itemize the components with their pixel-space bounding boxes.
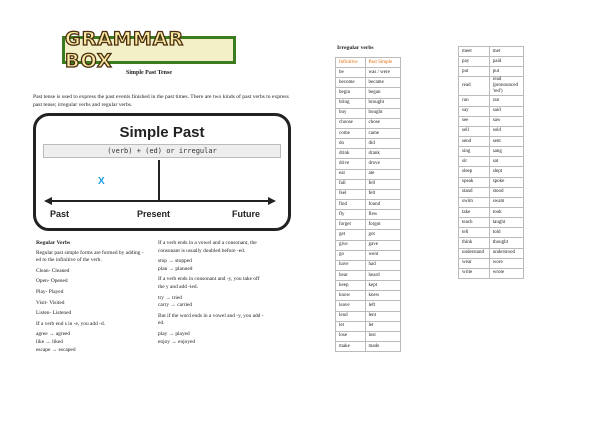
infinitive-cell: stand	[459, 187, 490, 197]
pair-item: Clean- Cleaned	[36, 267, 70, 274]
label-past: Past	[50, 209, 70, 219]
infinitive-cell: do	[336, 139, 366, 149]
past-simple-cell: left	[365, 301, 400, 311]
diagram-title: Simple Past	[119, 124, 205, 141]
table-row	[336, 250, 401, 260]
past-simple-cell: began	[365, 88, 400, 98]
example-item: play → played	[158, 330, 190, 337]
infinitive-cell: buy	[336, 108, 366, 118]
past-simple-cell: ate	[365, 169, 400, 179]
past-simple-cell: fell	[365, 179, 400, 189]
infinitive-cell: understand	[459, 248, 490, 258]
irregular-verbs-heading: Irregular verbs	[337, 45, 374, 51]
table-row	[336, 139, 401, 149]
infinitive-cell: speak	[459, 177, 490, 187]
table-row	[459, 147, 524, 157]
infinitive-cell: lose	[336, 331, 366, 341]
table-row	[336, 281, 401, 291]
infinitive-cell: sing	[459, 147, 490, 157]
table-row	[336, 331, 401, 341]
past-simple-cell: had	[365, 260, 400, 270]
table-row	[459, 238, 524, 248]
past-event-marker: X	[98, 176, 105, 187]
table-row	[336, 88, 401, 98]
infinitive-cell: give	[336, 240, 366, 250]
page-title: Simple Past Tense	[125, 70, 172, 76]
regular-verbs-heading: Regular Verbs	[36, 240, 71, 246]
infinitive-cell: choose	[336, 118, 366, 128]
past-simple-cell: gave	[365, 240, 400, 250]
past-simple-cell: got	[365, 230, 400, 240]
infinitive-cell: go	[336, 250, 366, 260]
infinitive-cell: wear	[459, 258, 490, 268]
table-row	[336, 270, 401, 280]
example-item: try → tried	[158, 294, 182, 301]
past-simple-cell: chose	[365, 118, 400, 128]
table-row	[336, 260, 401, 270]
table-row	[336, 220, 401, 230]
table-row	[336, 240, 401, 250]
past-simple-cell: saw	[489, 116, 523, 126]
infinitive-cell: be	[336, 68, 366, 78]
table-row	[459, 218, 524, 228]
infinitive-cell: begin	[336, 88, 366, 98]
past-simple-cell: went	[365, 250, 400, 260]
rule-e: If a verb end s in -e, you add -d.	[36, 320, 106, 327]
table-row	[459, 248, 524, 258]
table-row	[459, 197, 524, 207]
infinitive-cell: sit	[459, 157, 490, 167]
past-simple-cell: found	[365, 199, 400, 209]
table-row	[336, 159, 401, 169]
past-simple-cell: ran	[489, 96, 523, 106]
past-simple-cell: did	[365, 139, 400, 149]
past-simple-cell: wrote	[489, 268, 523, 278]
infinitive-cell: think	[459, 238, 490, 248]
table-row	[336, 210, 401, 220]
rule-text: But if the word ends in a vowel and -y, you add -ed.	[158, 312, 264, 327]
pair-item: Listen- Listened	[36, 310, 72, 317]
past-simple-cell: took	[489, 207, 523, 217]
past-simple-cell: understood	[489, 248, 523, 258]
infinitive-cell: sleep	[459, 167, 490, 177]
infinitive-cell: sell	[459, 126, 490, 136]
table-row	[459, 258, 524, 268]
table-row	[336, 118, 401, 128]
infinitive-cell: drink	[336, 149, 366, 159]
table-row	[336, 189, 401, 199]
table-row	[336, 179, 401, 189]
table-row	[336, 108, 401, 118]
past-simple-cell: sang	[489, 147, 523, 157]
past-simple-cell: sent	[489, 136, 523, 146]
table-row	[336, 301, 401, 311]
pair-item: Open- Opened	[36, 278, 68, 285]
past-simple-cell: bought	[365, 108, 400, 118]
past-simple-cell: slept	[489, 167, 523, 177]
past-simple-cell: drove	[365, 159, 400, 169]
infinitive-cell: come	[336, 128, 366, 138]
past-simple-cell: brought	[365, 98, 400, 108]
past-simple-cell: told	[489, 228, 523, 238]
infinitive-cell: forget	[336, 220, 366, 230]
infinitive-cell: tell	[459, 228, 490, 238]
table-row	[336, 68, 401, 78]
past-simple-cell: stood	[489, 187, 523, 197]
table-row	[459, 177, 524, 187]
infinitive-cell: run	[459, 96, 490, 106]
infinitive-cell: write	[459, 268, 490, 278]
past-simple-cell: lost	[365, 331, 400, 341]
diagram-formula: (verb) + (ed) or irregular	[43, 144, 281, 158]
past-simple-cell: taught	[489, 218, 523, 228]
rule-text: If a verb ends in consonant and -y, you take off the y and add -ied.	[158, 276, 260, 290]
infinitive-cell: read	[459, 77, 490, 96]
infinitive-cell: put	[459, 67, 490, 77]
table-row	[459, 136, 524, 146]
label-present: Present	[137, 209, 171, 219]
example-item: plan → planned	[158, 265, 193, 272]
past-simple-cell: met	[489, 47, 523, 57]
table-row	[459, 96, 524, 106]
table-row	[459, 268, 524, 278]
table-row	[459, 47, 524, 57]
past-simple-cell: lent	[365, 311, 400, 321]
infinitive-cell: know	[336, 291, 366, 301]
irregular-verbs-table-2	[458, 46, 524, 279]
infinitive-cell: become	[336, 78, 366, 88]
infinitive-cell: take	[459, 207, 490, 217]
table-row	[336, 321, 401, 331]
infinitive-cell: swim	[459, 197, 490, 207]
example-item: stop → stopped	[158, 258, 192, 265]
past-simple-cell: sold	[489, 126, 523, 136]
infinitive-cell: pay	[459, 57, 490, 67]
past-simple-cell: put	[489, 67, 523, 77]
pair-item: Play- Played	[36, 288, 64, 295]
infinitive-cell: say	[459, 106, 490, 116]
table-row	[459, 157, 524, 167]
table-row	[459, 106, 524, 116]
table-row	[459, 126, 524, 136]
infinitive-cell: send	[459, 136, 490, 146]
infinitive-cell: see	[459, 116, 490, 126]
table-row	[459, 116, 524, 126]
example-item: enjoy → enjoyed	[158, 338, 196, 345]
table-row	[336, 311, 401, 321]
infinitive-cell: have	[336, 260, 366, 270]
example-item: escape → escaped	[36, 346, 76, 353]
regular-verbs-section	[36, 240, 146, 354]
past-simple-cell: sat	[489, 157, 523, 167]
past-simple-cell: knew	[365, 291, 400, 301]
table-row	[336, 128, 401, 138]
table-row	[459, 57, 524, 67]
past-simple-cell: let	[365, 321, 400, 331]
example-item: like → liked	[36, 338, 63, 345]
infinitive-cell: get	[336, 230, 366, 240]
infinitive-cell: hear	[336, 270, 366, 280]
table-row	[459, 167, 524, 177]
table-row	[459, 207, 524, 217]
arrow-left-icon	[44, 197, 52, 205]
label-future: Future	[232, 209, 260, 219]
table-row	[336, 291, 401, 301]
infinitive-cell: lend	[336, 311, 366, 321]
past-simple-cell: came	[365, 128, 400, 138]
past-simple-cell: was / were	[365, 68, 400, 78]
infinitive-cell: feel	[336, 189, 366, 199]
regular-intro: Regular past simple forms are formed by adding -ed to the infinitive of the verb.	[36, 249, 144, 264]
table-row	[336, 230, 401, 240]
past-simple-cell: became	[365, 78, 400, 88]
past-simple-cell: heard	[365, 270, 400, 280]
intro-text: Past tense is used to express the past events finished in the past times. There are two kinds of past verbs to express past tense; irregular verbs and regular verbs.	[33, 94, 289, 108]
table-row	[336, 341, 401, 351]
table-row	[336, 199, 401, 209]
past-simple-cell: thought	[489, 238, 523, 248]
header-past-simple: Past Simple	[365, 58, 400, 68]
past-simple-cell: wore	[489, 258, 523, 268]
table-row	[336, 78, 401, 88]
table-row	[459, 187, 524, 197]
past-simple-cell: flew	[365, 210, 400, 220]
past-simple-cell: felt	[365, 189, 400, 199]
grammar-box-logo	[62, 28, 236, 72]
infinitive-cell: leave	[336, 301, 366, 311]
irregular-verbs-table-1	[335, 57, 401, 352]
arrow-right-icon	[268, 197, 276, 205]
past-simple-cell: drank	[365, 149, 400, 159]
rule-text: If a verb ends in a vowel and a consonant, the consonant is usually doubled before -ed.	[158, 240, 257, 254]
table-row	[336, 98, 401, 108]
logo-text: GRAMMAR BOX	[65, 28, 185, 72]
past-simple-cell: said	[489, 106, 523, 116]
table-header-row	[336, 58, 401, 68]
past-simple-cell: kept	[365, 281, 400, 291]
table-row	[459, 67, 524, 77]
table-row	[459, 228, 524, 238]
infinitive-cell: teach	[459, 218, 490, 228]
timeline-diagram	[33, 113, 291, 231]
infinitive-cell: eat	[336, 169, 366, 179]
infinitive-cell: meet	[459, 47, 490, 57]
past-simple-cell: swam	[489, 197, 523, 207]
table-row	[336, 169, 401, 179]
infinitive-cell: find	[336, 199, 366, 209]
example-item: agree → agreed	[36, 331, 71, 338]
table-row	[336, 149, 401, 159]
infinitive-cell: fall	[336, 179, 366, 189]
spelling-rules-section	[158, 240, 266, 346]
infinitive-cell: let	[336, 321, 366, 331]
infinitive-cell: fly	[336, 210, 366, 220]
table-row	[459, 77, 524, 96]
pair-item: Visit- Visited	[36, 299, 65, 306]
infinitive-cell: keep	[336, 281, 366, 291]
past-simple-cell: read (pronounced 'red')	[489, 77, 523, 96]
infinitive-cell: bring	[336, 98, 366, 108]
infinitive-cell: drive	[336, 159, 366, 169]
past-simple-cell: paid	[489, 57, 523, 67]
past-simple-cell: made	[365, 341, 400, 351]
infinitive-cell: make	[336, 341, 366, 351]
example-item: carry → carried	[158, 302, 193, 309]
past-simple-cell: forgot	[365, 220, 400, 230]
header-infinitive: Infinitive	[336, 58, 366, 68]
past-simple-cell: spoke	[489, 177, 523, 187]
